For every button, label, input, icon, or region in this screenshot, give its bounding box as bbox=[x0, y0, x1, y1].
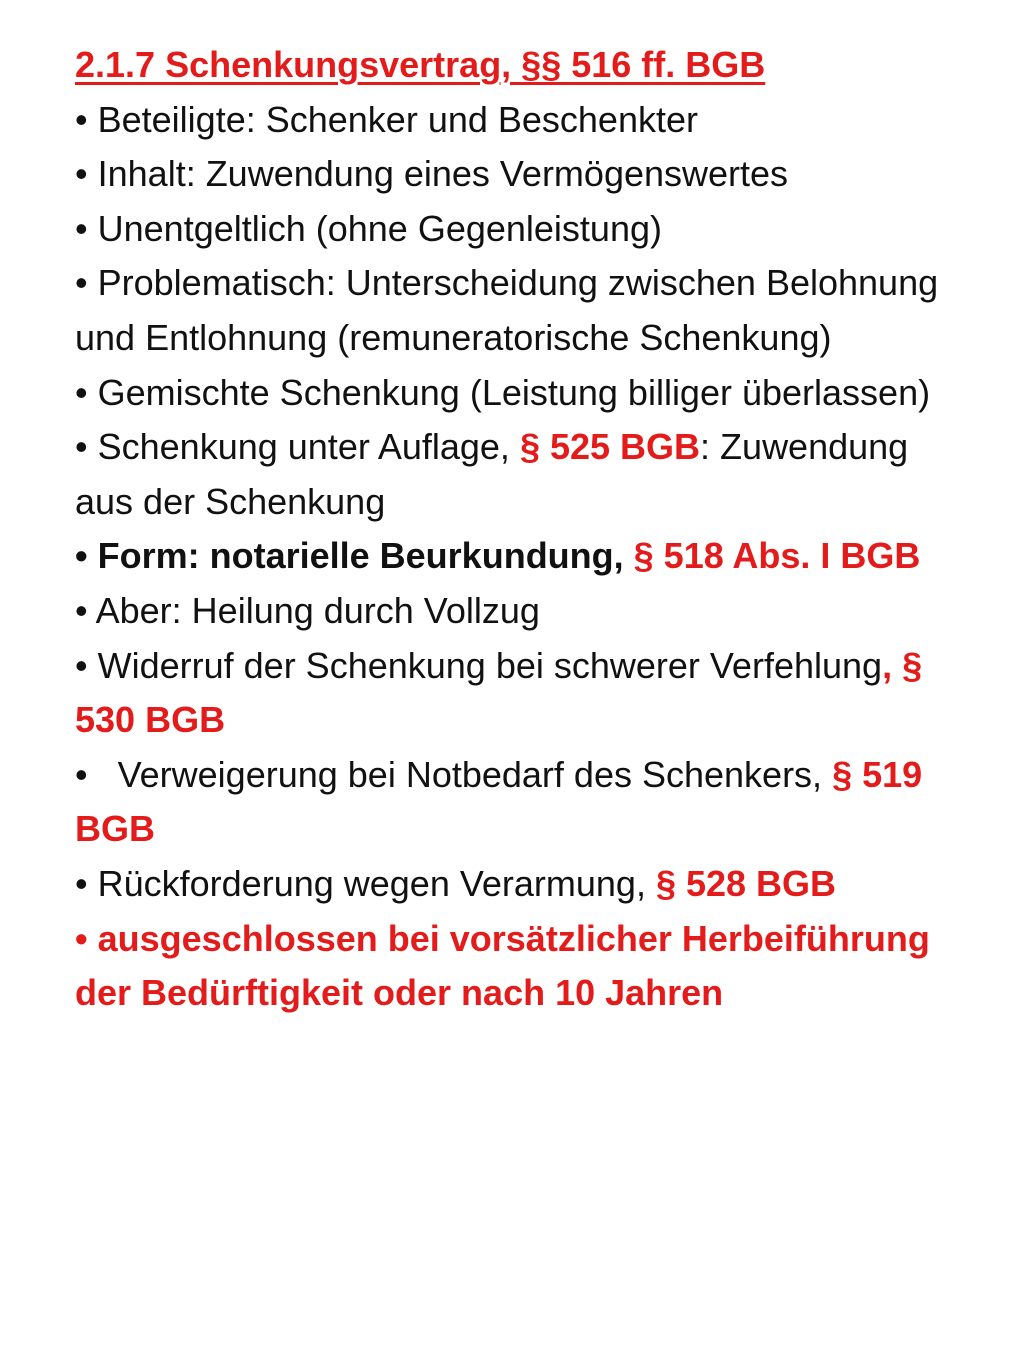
bullet-icon: • bbox=[75, 98, 88, 140]
bullet-text: Beteiligte: Schenker und Beschenkter bbox=[97, 98, 698, 140]
bullet-revocation bbox=[75, 639, 975, 748]
bullet-reclaim bbox=[75, 857, 975, 912]
legal-reference: § 528 BGB bbox=[655, 862, 837, 904]
bullet-text: Unentgeltlich (ohne Gegenleistung) bbox=[97, 207, 662, 249]
legal-reference: , § 530 BGB bbox=[75, 644, 923, 741]
bullet-icon: • bbox=[75, 371, 88, 413]
bullet-icon: • bbox=[75, 207, 88, 249]
bullet-exclusion bbox=[75, 912, 975, 1021]
legal-reference: § 518 Abs. I BGB bbox=[633, 535, 921, 577]
bullet-text: ausgeschlossen bei vorsätzlicher Herbeiführung der Bedürftigkeit oder nach 10 Jahren bbox=[75, 917, 930, 1014]
bullet-content bbox=[75, 147, 975, 202]
bullet-icon: • bbox=[75, 862, 88, 904]
slide-title: 2.1.7 Schenkungsvertrag, §§ 516 ff. BGB bbox=[75, 44, 766, 85]
bullet-icon: • bbox=[75, 153, 88, 195]
bullet-icon: • bbox=[75, 262, 88, 304]
bullet-refusal bbox=[75, 748, 975, 857]
bullet-parties bbox=[75, 93, 975, 148]
bullet-text: Widerruf der Schenkung bei schwerer Verfehlung bbox=[97, 644, 883, 686]
bullet-icon: • bbox=[75, 426, 88, 468]
slide-content bbox=[75, 38, 975, 1021]
bullet-cure bbox=[75, 584, 975, 639]
bullet-text: Form: notarielle Beurkundung, bbox=[97, 535, 634, 577]
bullet-text: Rückforderung wegen Verarmung, bbox=[97, 862, 656, 904]
bullet-gift-with-condition bbox=[75, 420, 975, 529]
bullet-text: Problematisch: Unterscheidung zwischen Belohnung und Entlohnung (remuneratorische Schenkung) bbox=[75, 262, 939, 358]
bullet-text: Verweigerung bei Notbedarf des Schenkers, bbox=[97, 753, 833, 795]
bullet-text: Inhalt: Zuwendung eines Vermögenswertes bbox=[97, 153, 789, 195]
bullet-gratuitous bbox=[75, 202, 975, 257]
bullet-icon: • bbox=[75, 753, 88, 795]
bullet-problematic bbox=[75, 256, 975, 365]
bullet-text-after: : Zuwendung aus der Schenkung bbox=[75, 426, 909, 522]
bullet-mixed-gift bbox=[75, 366, 975, 421]
bullet-icon: • bbox=[75, 644, 88, 686]
bullet-form bbox=[75, 529, 975, 584]
bullet-text: Schenkung unter Auflage, bbox=[97, 426, 520, 468]
bullet-text: Aber: Heilung durch Vollzug bbox=[95, 589, 540, 631]
legal-reference: § 525 BGB bbox=[519, 426, 701, 468]
bullet-text: Gemischte Schenkung (Leistung billiger überlassen) bbox=[97, 371, 931, 413]
bullet-icon: • bbox=[75, 917, 88, 959]
bullet-icon: • bbox=[75, 589, 88, 631]
bullet-icon: • bbox=[75, 535, 88, 577]
legal-reference: § 519 BGB bbox=[75, 753, 923, 850]
